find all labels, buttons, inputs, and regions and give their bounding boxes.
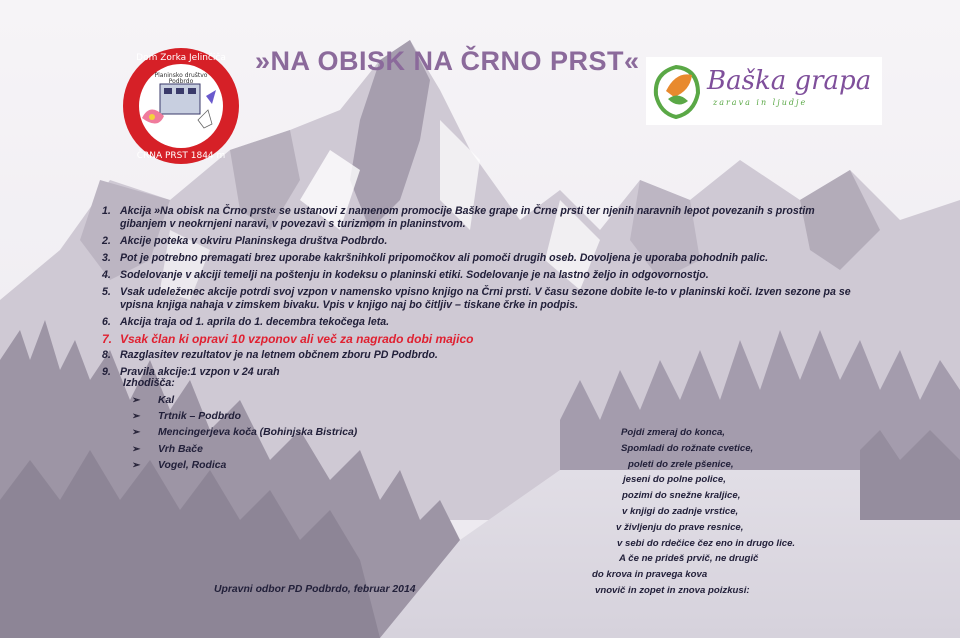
starting-points-heading: Izhodišča: xyxy=(123,377,175,389)
poem-line: Spomladi do rožnate cvetice, xyxy=(621,442,754,454)
rules-list xyxy=(96,205,856,383)
rule-item xyxy=(96,252,856,265)
rule-number: 1. xyxy=(102,205,111,217)
arrow-bullet-icon: ➢ xyxy=(132,394,141,406)
rule-text: Akcija traja od 1. aprila do 1. decembra tekočega leta. xyxy=(120,315,390,328)
poem-line: poleti do zrele pšenice, xyxy=(628,458,734,470)
badge-bottom-text: ČRNA PRST 1844 m xyxy=(136,151,226,161)
arrow-bullet-icon: ➢ xyxy=(132,459,141,471)
arrow-bullet-icon: ➢ xyxy=(132,443,141,455)
rule-text: Razglasitev rezultatov je na letnem občnem zboru PD Podbrdo. xyxy=(120,349,438,362)
arrow-bullet-icon: ➢ xyxy=(132,410,141,422)
rule-item xyxy=(96,235,856,248)
poem-line: A če ne prideš prvič, ne drugič xyxy=(619,553,759,565)
poem-line: Pojdi zmeraj do konca, xyxy=(621,427,725,438)
poem-line: do krova in pravega kova xyxy=(592,569,708,581)
rule-item-highlight xyxy=(96,333,856,346)
starting-point-item xyxy=(132,392,357,408)
arrow-bullet-icon: ➢ xyxy=(132,427,141,439)
rule-item xyxy=(96,316,856,329)
badge-inner-text-1: Planinsko društvo xyxy=(154,72,208,79)
rule-item xyxy=(96,349,856,362)
starting-point-label: Vogel, Rodica xyxy=(158,459,227,471)
rule-text: Akcija »Na obisk na Črno prst« se ustanovi z namenom promocije Baške grape in Črne prsti ter njenih naravnih lepot povezanih s prostim gibanjem v neokrnjeni naravi, v povezavi s turizmom in planinstvom. xyxy=(120,205,815,231)
starting-point-label: Vrh Bače xyxy=(158,443,203,455)
rule-text: Vsak udeleženec akcije potrdi svoj vzpon v namensko vpisno knjigo na Črni prsti. V času sezone dobite le-to v planinski koči. Izven sezone pa se vpisna knjiga nahaja v zimskem bivaku. Vpis v knjigo naj bo čitljiv – tiskane črke in podpis. xyxy=(120,285,851,311)
rule-text: Pravila akcije:1 vzpon v 24 urah xyxy=(120,366,280,379)
rule-item xyxy=(96,205,856,232)
baska-grapa-name: Baška grapa xyxy=(707,66,872,96)
rule-number: 4. xyxy=(102,268,111,281)
rule-number: 7. xyxy=(102,331,113,346)
rule-text: Sodelovanje v akciji temelji na poštenju in kodeksu o planinski etiki. Sodelovanje je na lastno željo in odgovornostjo. xyxy=(120,268,709,281)
rule-item xyxy=(96,269,856,282)
rule-number: 3. xyxy=(102,252,111,264)
rule-number: 6. xyxy=(102,315,111,328)
poem-line: pozimi do snežne kraljice, xyxy=(622,490,741,502)
poster-title: »NA OBISK NA ČRNO PRST« xyxy=(255,46,640,76)
starting-points-list xyxy=(132,392,357,473)
baska-grapa-tagline: zarava in ljudje xyxy=(713,98,808,107)
rule-text: Pot je potrebno premagati brez uporabe kakršnihkoli pripomočkov ali pomoči drugih oseb. Dovoljena je uporaba pohodnih palic. xyxy=(120,252,769,264)
starting-point-label: Mencingerjeva koča (Bohinjska Bistrica) xyxy=(158,427,358,439)
footer-signature: Upravni odbor PD Podbrdo, februar 2014 xyxy=(214,584,416,595)
rule-number: 9. xyxy=(102,366,111,379)
starting-point-label: Kal xyxy=(158,394,175,406)
rule-item xyxy=(96,286,856,313)
starting-point-item xyxy=(132,425,357,441)
rule-item xyxy=(96,366,856,379)
poem-line: v knjigi do zadnje vrstice, xyxy=(622,505,739,517)
rule-number: 8. xyxy=(102,349,111,362)
rule-text: Vsak član ki opravi 10 vzponov ali več za nagrado dobi majico xyxy=(120,331,474,346)
poem xyxy=(585,425,805,599)
rule-text: Akcije poteka v okviru Planinskega društva Podbrdo. xyxy=(120,235,388,248)
poem-line: vnovič in zopet in znova poizkusi: xyxy=(595,584,750,596)
badge-top-text: Dom Zorka Jelinčiča xyxy=(136,53,226,63)
starting-point-label: Trtnik – Podbrdo xyxy=(158,410,241,422)
pd-podbrdo-badge-logo xyxy=(120,40,242,172)
poem-line: v življenju do prave resnice, xyxy=(616,521,744,533)
rule-number: 5. xyxy=(102,285,111,298)
poem-line: jeseni do polne police, xyxy=(623,474,726,486)
starting-point-item xyxy=(132,408,357,424)
rule-number: 2. xyxy=(102,235,111,248)
poem-line: v sebi do rdečice čez eno in drugo lice. xyxy=(617,537,796,549)
badge-inner-text-2: Podbrdo xyxy=(168,78,194,85)
starting-point-item xyxy=(132,441,357,457)
starting-point-item xyxy=(132,457,357,473)
leaf-heart-logo-icon xyxy=(648,61,706,121)
